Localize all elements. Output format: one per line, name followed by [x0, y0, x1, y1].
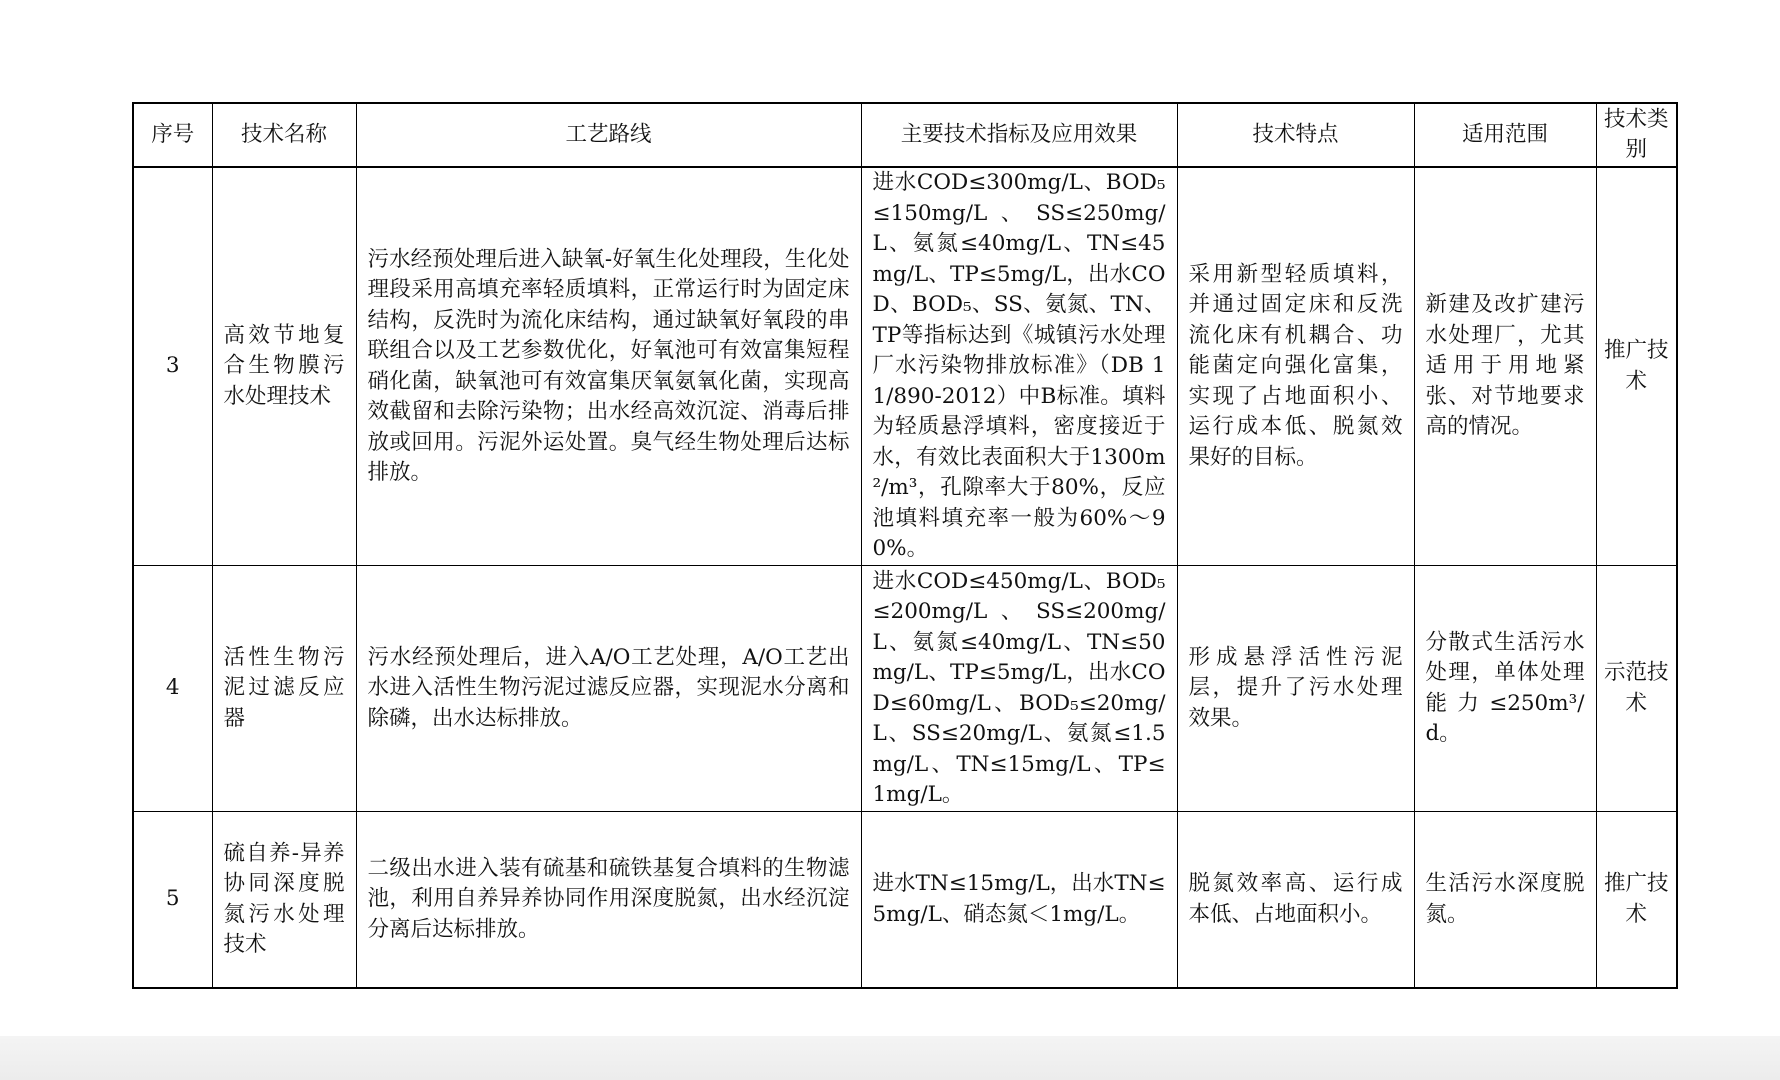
row-process-route: 二级出水进入装有硫基和硫铁基复合填料的生物滤池，利用自养异养协同作用深度脱氮，出水经沉淀分离后达标排放。	[356, 812, 861, 989]
row-technology-category: 推广技术	[1596, 167, 1677, 566]
row-process-route: 污水经预处理后，进入A/O工艺处理，A/O工艺出水进入活性生物污泥过滤反应器，实现泥水分离和除磷，出水达标排放。	[356, 566, 861, 812]
row-serial-number: 5	[133, 812, 212, 989]
header-main-indicators: 主要技术指标及应用效果	[861, 103, 1177, 167]
row-process-route: 污水经预处理后进入缺氧-好氧生化处理段，生化处理段采用高填充率轻质填料，正常运行时为固定床结构，反洗时为流化床结构，通过缺氧好氧段的串联组合以及工艺参数优化，好氧池可有效富集短程硝化菌，缺氧池可有效富集厌氧氨氧化菌，实现高效截留和去除污染物；出水经高效沉淀、消毒后排放或回用。污泥外运处置。臭气经生物处理后达标排放。	[356, 167, 861, 566]
header-applicable-scope: 适用范围	[1414, 103, 1596, 167]
row-technology-category: 推广技术	[1596, 812, 1677, 989]
row-technology-category: 示范技术	[1596, 566, 1677, 812]
header-technology-name: 技术名称	[212, 103, 356, 167]
row-technology-name: 活性生物污泥过滤反应器	[212, 566, 356, 812]
row-applicable-scope: 生活污水深度脱氮。	[1414, 812, 1596, 989]
row-serial-number: 4	[133, 566, 212, 812]
table-row	[133, 812, 1677, 989]
table-header-row	[133, 103, 1677, 167]
row-applicable-scope: 新建及改扩建污水处理厂，尤其适用于用地紧张、对节地要求高的情况。	[1414, 167, 1596, 566]
header-technology-category: 技术类别	[1596, 103, 1677, 167]
row-technology-name: 硫自养-异养协同深度脱氮污水处理技术	[212, 812, 356, 989]
row-technology-name: 高效节地复合生物膜污水处理技术	[212, 167, 356, 566]
table-row	[133, 167, 1677, 566]
row-main-indicators: 进水TN≤15mg/L，出水TN≤5mg/L、硝态氮＜1mg/L。	[861, 812, 1177, 989]
row-applicable-scope: 分散式生活污水处理，单体处理能力≤250m³/d。	[1414, 566, 1596, 812]
row-main-indicators: 进水COD≤300mg/L、BOD₅≤150mg/L、SS≤250mg/L、氨氮≤40mg/L、TN≤45mg/L、TP≤5mg/L，出水COD、BOD₅、SS、氨氮、TN、TP等指标达到《城镇污水处理厂水污染物排放标准》（DB 11/890-2012）中B标准。填料为轻质悬浮填料，密度接近于水，有效比表面积大于1300m²/m³，孔隙率大于80%，反应池填料填充率一般为60%～90%。	[861, 167, 1177, 566]
row-serial-number: 3	[133, 167, 212, 566]
row-main-indicators: 进水COD≤450mg/L、BOD₅≤200mg/L、SS≤200mg/L、氨氮≤40mg/L、TN≤50mg/L、TP≤5mg/L，出水COD≤60mg/L、BOD₅≤20mg/L、SS≤20mg/L、氨氮≤1.5mg/L、TN≤15mg/L、TP≤1mg/L。	[861, 566, 1177, 812]
row-technical-features: 形成悬浮活性污泥层，提升了污水处理效果。	[1177, 566, 1414, 812]
page-bottom-margin	[0, 1036, 1780, 1080]
row-technical-features: 脱氮效率高、运行成本低、占地面积小。	[1177, 812, 1414, 989]
header-technical-features: 技术特点	[1177, 103, 1414, 167]
header-serial-number: 序号	[133, 103, 212, 167]
technology-table	[132, 102, 1678, 989]
table-row	[133, 566, 1677, 812]
row-technical-features: 采用新型轻质填料，并通过固定床和反洗流化床有机耦合、功能菌定向强化富集，实现了占地面积小、运行成本低、脱氮效果好的目标。	[1177, 167, 1414, 566]
header-process-route: 工艺路线	[356, 103, 861, 167]
